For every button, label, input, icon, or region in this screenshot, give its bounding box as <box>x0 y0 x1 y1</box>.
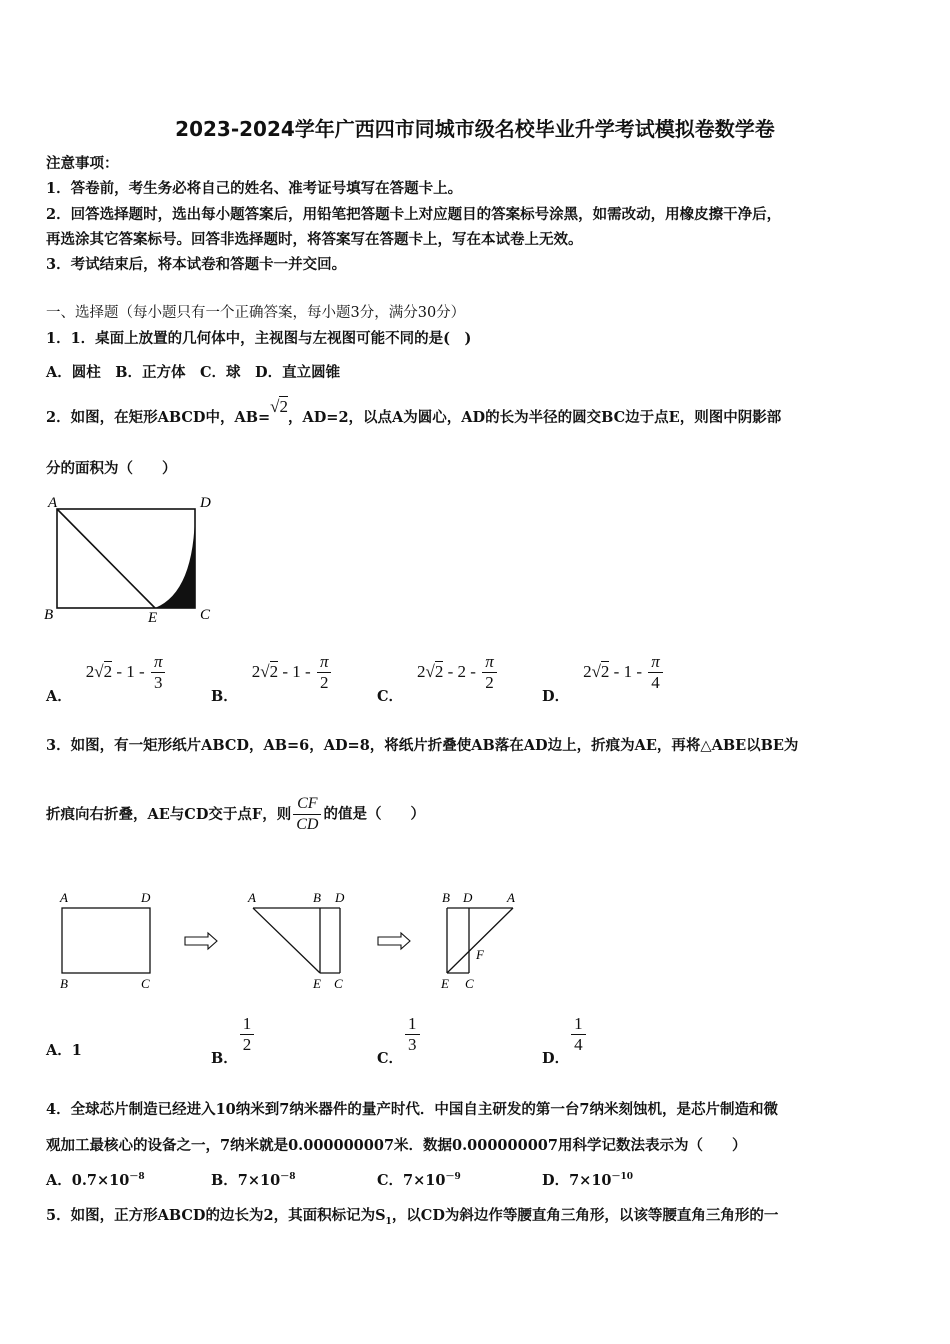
notice-item: 1．答卷前，考生务必将自己的姓名、准考证号填写在答题卡上。 <box>46 180 463 197</box>
q3-stem-b: 折痕向右折叠，AE与CD交于点F，则 $\frac{CF}{CD}$ 的值是（ ） <box>46 795 425 833</box>
q2-sqrt: √2 <box>270 397 288 416</box>
q4-line2: 观加工最核心的设备之一，7纳米就是0.000000007米．数据0.000000007用科学记数法表示为（ ） <box>46 1137 747 1154</box>
q2-stem-c: 分的面积为（ ） <box>46 460 177 477</box>
q3-fig2-label-a: A <box>248 890 256 905</box>
q2-shaded-region <box>155 509 195 608</box>
q3-fig3-label-b: B <box>442 890 450 905</box>
q3-fig1-label-d: D <box>141 890 151 905</box>
q3-fig2-label-b: B <box>313 890 321 905</box>
arrow-right-icon <box>378 933 410 949</box>
q3-option-d: D． $\frac{1}{4}$ <box>542 1014 588 1055</box>
page-title: 2023-2024学年广西四市同城市级名校毕业升学考试模拟卷数学卷 <box>175 117 775 141</box>
q3-fig3-label-f: F <box>476 947 484 962</box>
q3-fig3-label-a: A <box>507 890 515 905</box>
q3-option-b: B． $\frac{1}{2}$ <box>211 1014 256 1055</box>
q3-option-a: A．1 <box>46 1042 82 1059</box>
q4-line1: 4．全球芯片制造已经进入10纳米到7纳米器件的量产时代．中国自主研发的第一台7纳米刻蚀机，是芯片制造和微 <box>46 1101 778 1118</box>
q1-options: A．圆柱 B．正方体 C．球 D．直立圆锥 <box>46 364 341 381</box>
q3-fig1-label-b: B <box>60 976 68 991</box>
q2-rectangle <box>57 509 195 608</box>
q2-figure <box>40 492 225 627</box>
notice-item: 3．考试结束后，将本试卷和答题卡一并交回。 <box>46 256 347 273</box>
q2-option-a: A．2√2 - 1 - $\frac{\pi}{3}$ <box>46 652 167 693</box>
notice-item: 再选涂其它答案标号。回答非选择题时，将答案写在答题卡上，写在本试卷上无效。 <box>46 231 583 248</box>
q2-label-b: B <box>44 607 54 623</box>
q3-fig3-label-c: C <box>465 976 474 991</box>
notice-heading: 注意事项： <box>46 155 119 172</box>
arrow-right-icon <box>185 933 217 949</box>
q3-fig2-label-c: C <box>334 976 343 991</box>
q2-label-d: D <box>200 495 211 511</box>
q3-fig1-label-a: A <box>60 890 68 905</box>
q3-fig1-label-c: C <box>141 976 150 991</box>
q3-fig1-rectangle <box>62 908 150 973</box>
q2-label-e: E <box>148 610 158 626</box>
q3-fig3-label-d: D <box>463 890 473 905</box>
q3-fig2-label-e: E <box>313 976 321 991</box>
q2-option-b: B．2√2 - 1 - $\frac{\pi}{2}$ <box>211 652 333 693</box>
q2-option-d: D．2√2 - 1 - $\frac{\pi}{4}$ <box>542 652 665 693</box>
q4-option-b: B．$7\times 10^{-8}$ <box>211 1172 296 1189</box>
q3-stem-a: 3．如图，有一矩形纸片ABCD，AB=6，AD=8，将纸片折叠使AB落在AD边上，折痕为AE，再将△ABE以BE为 <box>46 737 799 754</box>
q4-option-a: A．$0.7\times 10^{-8}$ <box>46 1172 145 1189</box>
q3-fig2-label-d: D <box>335 890 345 905</box>
q1-stem: 1．1．桌面上放置的几何体中，主视图与左视图可能不同的是( ) <box>46 330 472 347</box>
section-heading: 一、选择题（每小题只有一个正确答案，每小题3分，满分30分） <box>46 305 466 321</box>
q2-stem-b: ，AD=2，以点A为圆心，AD的长为半径的圆交BC边于点E，则图中阴影部 <box>287 409 782 426</box>
q2-option-c: C．2√2 - 2 - $\frac{\pi}{2}$ <box>377 652 499 693</box>
q4-option-c: C．$7\times 10^{-9}$ <box>377 1172 461 1189</box>
q2-line-ae <box>57 509 155 608</box>
q2-label-a: A <box>48 495 58 511</box>
q3-option-c: C． $\frac{1}{3}$ <box>377 1014 422 1055</box>
q4-option-d: D．$7\times 10^{-10}$ <box>542 1172 634 1189</box>
q2-stem-a: 2．如图，在矩形ABCD中，AB= <box>46 409 271 426</box>
notice-item: 2．回答选择题时，选出每小题答案后，用铅笔把答题卡上对应题目的答案标号涂黑，如需改动，用橡皮擦干净后， <box>46 206 782 223</box>
q5-stem: 5．如图，正方形ABCD的边长为2，其面积标记为$S_1$，以CD为斜边作等腰直角三角形，以该等腰直角三角形的一 <box>46 1207 779 1227</box>
q2-stem <box>46 397 782 427</box>
q2-label-c: C <box>200 607 211 623</box>
q3-figures <box>40 883 540 993</box>
q3-fig3-label-e: E <box>441 976 449 991</box>
